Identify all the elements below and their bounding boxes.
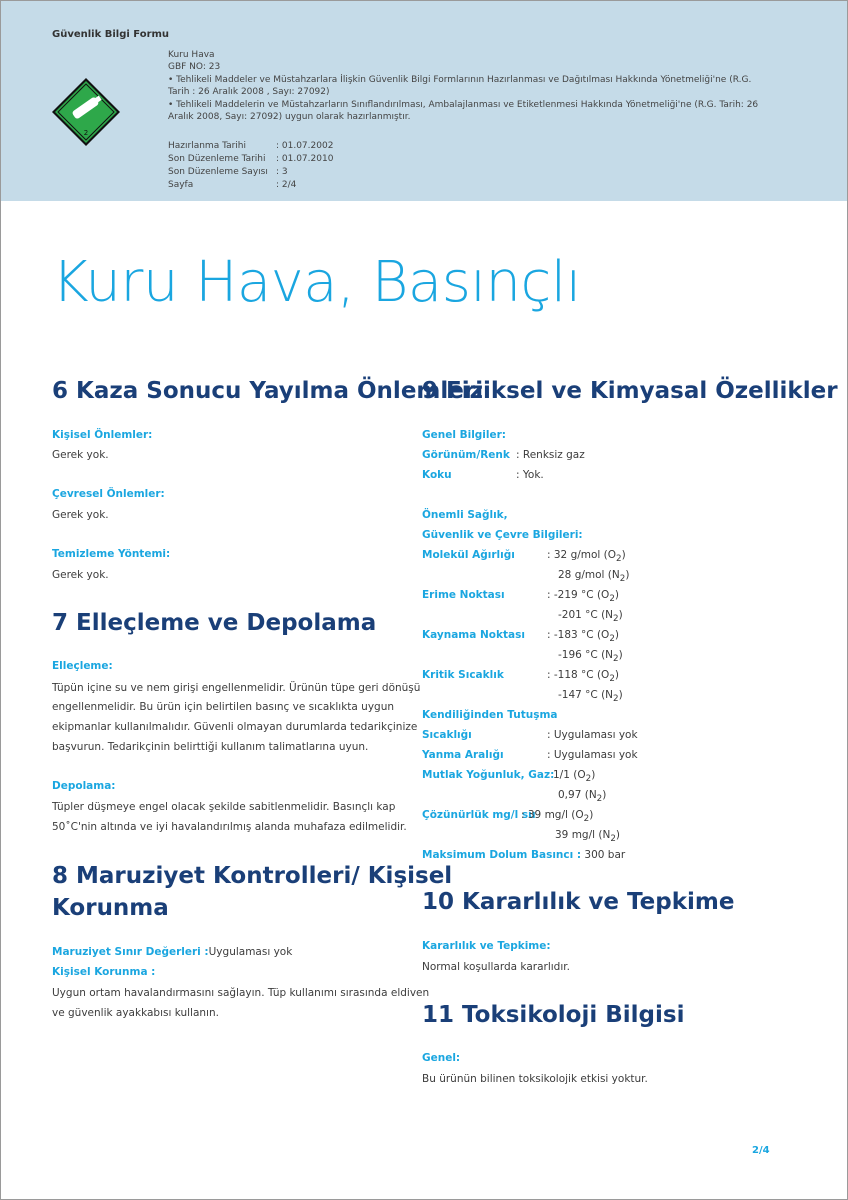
hazard-symbol (51, 77, 121, 147)
handling-line: başvurun. Tedarikçinin belirttiği kullanım talimatlarına uyun. (52, 741, 369, 753)
autoignition-value: : Uygulaması yok (547, 729, 638, 741)
appearance-value: : Renksiz gaz (516, 449, 585, 461)
personal-measures-label: Kişisel Önlemler: (52, 429, 153, 441)
boiling-point-o2: : -183 °C $(O_2)$ (547, 629, 620, 645)
important-info-label-1: Önemli Sağlık, (422, 509, 508, 521)
gbf-number: GBF NO: 23 (168, 62, 221, 73)
storage-line: Tüpler düşmeye engel olacak şekilde sabitlenmelidir. Basınçlı kap (52, 801, 396, 813)
section-11-heading: 11 Toksikoloji Bilgisi (422, 1002, 685, 1028)
important-info-label-2: Güvenlik ve Çevre Bilgileri: (422, 529, 583, 541)
solubility-n2: 39 mg/l $(N_2)$ (555, 829, 621, 845)
exposure-limit-value: Uygulaması yok (208, 946, 293, 958)
section-6-heading: 6 Kaza Sonucu Yayılma Önlemleri (52, 378, 484, 404)
storage-line: 50˚C'nin altında ve iyi havalandırılmış alanda muhafaza edilmelidir. (52, 821, 407, 833)
flammability-value: : Uygulaması yok (547, 749, 638, 761)
molecular-weight-label: Molekül Ağırlığı (422, 549, 515, 561)
boiling-point-n2: -196 °C $(N_2)$ (558, 649, 623, 665)
max-fill-pressure-value: 300 bar (581, 849, 626, 861)
form-label: Güvenlik Bilgi Formu (52, 29, 170, 40)
cleanup-method-label: Temizleme Yöntemi: (52, 548, 171, 560)
handling-line: Tüpün içine su ve nem girişi engellenmelidir. Ürünün tüpe geri dönüşü (52, 682, 421, 694)
regulation-2: • Tehlikeli Maddelerin ve Müstahzarların Sınıflandırılması, Ambalajlanması ve Etiketlenmesi Hakkında Yönetmeliği'ne (R.G. Tarih: 26 Aralık 2008, Sayı: 27092) uygun olarak hazırlanmıştır. (168, 99, 759, 123)
page-number: 2/4 (752, 1145, 770, 1156)
density-label: Mutlak Yoğunluk, Gaz: (422, 769, 555, 781)
protection-line: ve güvenlik ayakkabısı kullanın. (52, 1007, 219, 1019)
autoignition-label-1: Kendiliğinden Tutuşma (422, 709, 558, 721)
odor-value: : Yok. (516, 469, 544, 481)
meta-row: Hazırlanma Tarihi : 01.07.2002 (168, 141, 334, 151)
max-fill-pressure-label: Maksimum Dolum Basıncı : (422, 849, 582, 861)
molecular-weight-o2: : 32 g/mol $(O_2)$ (547, 549, 626, 565)
toxicology-general-text: Bu ürünün bilinen toksikolojik etkisi yoktur. (422, 1073, 648, 1085)
handling-label: Elleçleme: (52, 660, 113, 672)
autoignition-label-2: Sıcaklığı (422, 729, 472, 741)
section-8-heading-line-1: 8 Maruziyet Kontrolleri/ Kişisel (52, 863, 453, 889)
svg-text:2: 2 (83, 129, 89, 137)
personal-measures-text: Gerek yok. (52, 449, 109, 461)
molecular-weight-n2: 28 g/mol $(N_2)$ (558, 569, 630, 585)
storage-label: Depolama: (52, 780, 116, 792)
handling-line: ekipmanlar kullanılmalıdır. Güvenli olmayan durumlarda tedarikçinize (52, 721, 418, 733)
section-8-heading-line-2: Korunma (52, 895, 169, 921)
environmental-measures-text: Gerek yok. (52, 509, 109, 521)
section-9-heading: 9 Fiziksel ve Kimyasal Özellikler (422, 378, 838, 404)
section-7-heading: 7 Elleçleme ve Depolama (52, 610, 377, 636)
exposure-limit-label: Maruziyet Sınır Değerleri : (52, 946, 209, 958)
density-n2: 0,97 $(N_2)$ (558, 789, 607, 805)
flammability-label: Yanma Aralığı (422, 749, 504, 761)
melting-point-label: Erime Noktası (422, 589, 505, 601)
critical-temp-o2: : -118 °C $(O_2)$ (547, 669, 620, 685)
environmental-measures-label: Çevresel Önlemler: (52, 488, 165, 500)
regulation-1: • Tehlikeli Maddeler ve Müstahzarlara İlişkin Güvenlik Bilgi Formlarının Hazırlanması ve Dağıtılması Hakkında Yönetmeliği'ne (R.G. Tarih : 26 Aralık 2008 , Sayı: 27092) (168, 74, 752, 98)
melting-point-o2: : -219 °C $(O_2)$ (547, 589, 620, 605)
personal-protection-label: Kişisel Korunma : (52, 966, 156, 978)
appearance-row: Görünüm/Renk (422, 449, 510, 461)
melting-point-n2: -201 °C $(N_2)$ (558, 609, 623, 625)
solubility-label: Çözünürlük mg/l su (422, 809, 536, 821)
odor-row: Koku (422, 469, 452, 481)
handling-line: engellenmelidir. Bu ürün için belirtilen basınç ve sıcaklıkta uygun (52, 701, 395, 713)
cleanup-method-text: Gerek yok. (52, 569, 109, 581)
document-header (1, 1, 847, 201)
general-info-label: Genel Bilgiler: (422, 429, 507, 441)
meta-row: Son Düzenleme Tarihi : 01.07.2010 (168, 154, 334, 164)
toxicology-general-label: Genel: (422, 1052, 461, 1064)
solubility-o2: : 39 mg/l $(O_2)$ (521, 809, 594, 825)
revision-meta (168, 140, 333, 192)
product-name: Kuru Hava (168, 50, 215, 60)
protection-line: Uygun ortam havalandırmasını sağlayın. Tüp kullanımı sırasında eldiven (52, 987, 430, 999)
meta-row: Son Düzenleme Sayısı : 3 (168, 167, 288, 177)
stability-text: Normal koşullarda kararlıdır. (422, 961, 570, 973)
critical-temp-label: Kritik Sıcaklık (422, 669, 504, 681)
density-o2: 1/1 $(O_2)$ (553, 769, 596, 785)
boiling-point-label: Kaynama Noktası (422, 629, 525, 641)
header-info (168, 49, 768, 123)
stability-label: Kararlılık ve Tepkime: (422, 940, 551, 952)
exposure-limit-row (52, 946, 292, 958)
section-10-heading: 10 Kararlılık ve Tepkime (422, 889, 735, 915)
critical-temp-n2: -147 °C $(N_2)$ (558, 689, 623, 705)
max-fill-pressure-row (422, 849, 625, 861)
page-title: Kuru Hava, Basınçlı (52, 250, 581, 315)
meta-row: Sayfa : 2/4 (168, 180, 297, 190)
gas-cylinder-hazard-icon (51, 77, 121, 147)
